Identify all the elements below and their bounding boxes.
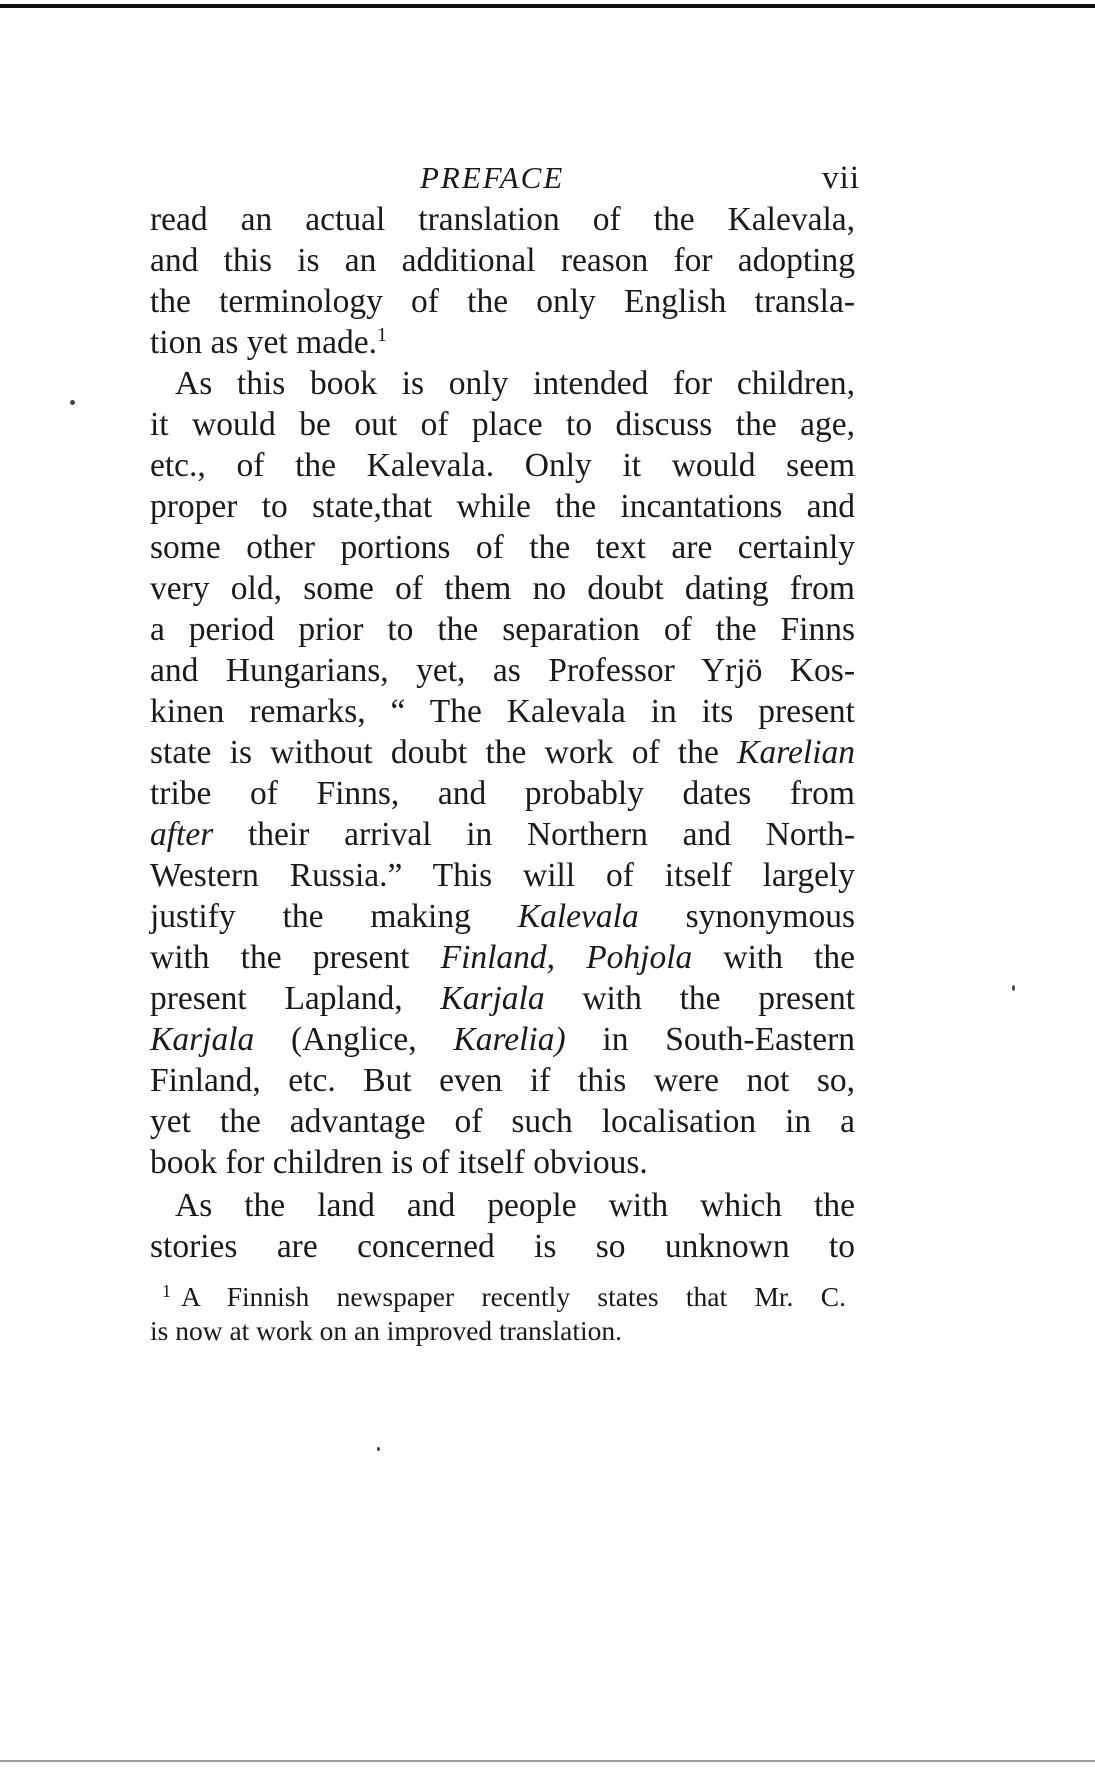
text-line: proper to state,that while the incantations and <box>150 488 855 525</box>
bottom-border-rule <box>0 1760 1095 1762</box>
text-line: yet the advantage of such localisation in a <box>150 1103 855 1140</box>
text-run: with the <box>723 939 855 976</box>
paragraph-start: As this book is only intended for children, <box>175 365 855 402</box>
text-run: (Anglice, <box>291 1021 417 1058</box>
text-line: and this is an additional reason for adopting <box>150 242 855 279</box>
running-title: PREFACE <box>420 160 565 195</box>
italic-term: Kalevala <box>517 898 639 935</box>
text-line <box>150 976 855 1022</box>
footnote-line: is now at work on an improved translation. <box>150 1315 622 1346</box>
text-line: some other portions of the text are certainly <box>150 529 855 566</box>
text-line: kinen remarks, “ The Kalevala in its present <box>150 693 855 730</box>
text-line: stories are concerned is so unknown to <box>150 1228 855 1265</box>
text-line: read an actual translation of the Kalevala, <box>150 201 855 238</box>
italic-term: Karjala <box>440 980 545 1017</box>
text-line: it would be out of place to discuss the age, <box>150 406 855 443</box>
text-line: and Hungarians, yet, as Professor Yrjö Kos- <box>150 652 855 689</box>
text-line: book for children is of itself obvious. <box>150 1144 648 1181</box>
italic-term: Karelian <box>737 734 855 771</box>
footnote-text: A Finnish newspaper recently states that Mr. C. <box>181 1281 846 1312</box>
footnote-reference: 1 <box>377 324 387 346</box>
italic-term: Karjala <box>150 1021 255 1058</box>
text-run: justify the making <box>150 898 471 935</box>
text-run: their arrival in Northern and North- <box>248 816 856 853</box>
italic-term: Finland, <box>440 939 556 976</box>
text-line-content: tion as yet made. <box>150 324 377 361</box>
italic-term: Karelia) <box>453 1021 566 1058</box>
text-line: very old, some of them no doubt dating from <box>150 570 855 607</box>
text-run: with the present <box>582 980 856 1017</box>
footnote-number: 1 <box>162 1281 171 1301</box>
text-line: Western Russia.” This will of itself largely <box>150 857 855 894</box>
paper-speck <box>70 400 75 405</box>
text-run: state is without doubt the work of the <box>150 734 719 771</box>
italic-term: after <box>150 816 214 853</box>
text-run: with the present <box>150 939 410 976</box>
top-border-rule <box>0 4 1095 8</box>
text-run: in South-Eastern <box>602 1021 856 1058</box>
paper-speck <box>377 1447 380 1451</box>
text-line <box>150 812 855 858</box>
text-line: Finland, etc. But even if this were not so, <box>150 1062 855 1099</box>
text-line <box>150 894 855 940</box>
paper-speck <box>1012 985 1015 991</box>
text-line <box>150 730 855 776</box>
text-line <box>150 320 855 366</box>
paragraph-start: As the land and people with which the <box>175 1187 855 1224</box>
text-line: a period prior to the separation of the Finns <box>150 611 855 648</box>
text-line: the terminology of the only English transla- <box>150 283 855 320</box>
text-line: etc., of the Kalevala. Only it would seem <box>150 447 855 484</box>
text-run: present Lapland, <box>150 980 403 1017</box>
italic-term: Pohjola <box>586 939 693 976</box>
text-line <box>150 935 855 981</box>
text-run: synonymous <box>685 898 855 935</box>
text-line: tribe of Finns, and probably dates from <box>150 775 855 812</box>
text-line <box>150 1017 855 1063</box>
page-number: vii <box>822 160 860 196</box>
